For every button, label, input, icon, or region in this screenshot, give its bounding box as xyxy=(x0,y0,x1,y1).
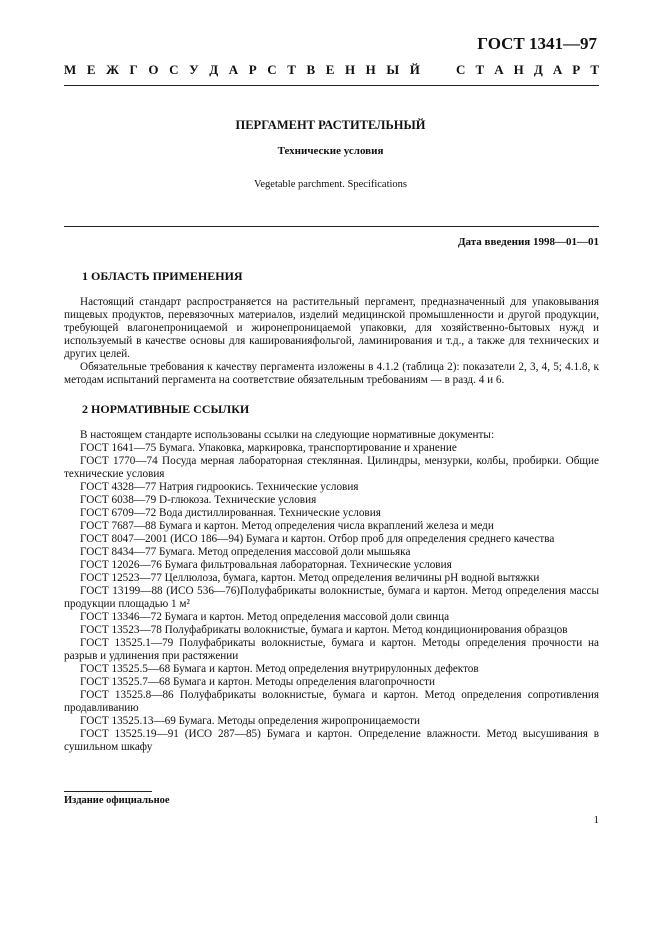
banner-word-interstate: М Е Ж Г О С У Д А Р С Т В Е Н Н Ы Й xyxy=(64,62,420,77)
document-code: ГОСТ 1341—97 xyxy=(477,34,597,53)
section-1-heading: 1 ОБЛАСТЬ ПРИМЕНЕНИЯ xyxy=(82,269,243,283)
banner-word-standard: С Т А Н Д А Р Т xyxy=(456,62,599,77)
standard-banner xyxy=(64,62,599,78)
section-1-paragraph: Настоящий стандарт распространяется на растительный пергамент, предназначенный для упаковывания пищевых продуктов, перевязочных материалов, изделий медицинской промышленности и другой продукции, требующей влагонепроницаемой и жиронепроницаемой упаковки, для хозяйственно-бытовых нужд и используемый в качестве основы для кашированияфольгой, ламинирования и т.д., а также для технических и других целей. xyxy=(64,296,599,360)
reference-item: ГОСТ 12523—77 Целлюлоза, бумага, картон. Метод определения величины pH водной вытяжки xyxy=(80,572,540,584)
section-1-paragraph: Обязательные требования к качеству пергамента изложены в 4.1.2 (таблица 2): показатели 2, 3, 4, 5; 4.1.8, к методам испытаний пергамента на соответствие обязательным требованиям — в разд. 4 и 6. xyxy=(64,361,599,386)
introduction-date: Дата введения 1998—01—01 xyxy=(457,236,599,248)
references-list xyxy=(64,442,599,754)
document-subtitle: Технические условия xyxy=(277,145,384,157)
english-title: Vegetable parchment. Specifications xyxy=(253,179,408,190)
reference-item: ГОСТ 13525.13—69 Бумага. Методы определения жиропроницаемости xyxy=(80,715,420,727)
reference-item: ГОСТ 1770—74 Посуда мерная лабораторная стеклянная. Цилиндры, мензурки, колбы, пробирки. Общие технические условия xyxy=(64,455,599,480)
reference-item: ГОСТ 12026—76 Бумага фильтровальная лабораторная. Технические условия xyxy=(80,559,452,571)
page-number: 1 xyxy=(593,814,599,826)
reference-item: ГОСТ 13525.7—68 Бумага и картон. Методы определения влагопрочности xyxy=(80,676,436,688)
reference-item: ГОСТ 4328—77 Натрия гидроокись. Технические условия xyxy=(80,481,359,493)
reference-item: ГОСТ 8434—77 Бумага. Метод определения массовой доли мышьяка xyxy=(80,546,411,558)
document-title: ПЕРГАМЕНТ РАСТИТЕЛЬНЫЙ xyxy=(235,118,426,132)
reference-item: ГОСТ 1641—75 Бумага. Упаковка, маркировка, транспортирование и хранение xyxy=(80,442,457,454)
reference-item: ГОСТ 13525.5—68 Бумага и картон. Метод определения внутрирулонных дефектов xyxy=(80,663,479,675)
footer-rule xyxy=(64,791,152,792)
reference-item: ГОСТ 13523—78 Полуфабрикаты волокнистые, бумага и картон. Метод кондиционирования образцов xyxy=(80,624,568,636)
edition-label: Издание официальное xyxy=(64,795,170,806)
middle-rule xyxy=(64,226,599,227)
top-rule xyxy=(64,85,599,86)
section-2-heading: 2 НОРМАТИВНЫЕ ССЫЛКИ xyxy=(82,402,250,416)
reference-item: ГОСТ 6038—79 D-глюкоза. Технические условия xyxy=(80,494,317,506)
reference-item: ГОСТ 13199—88 (ИСО 536—76)Полуфабрикаты волокнистые, бумага и картон. Метод определения массы продукции площадью 1 м² xyxy=(64,585,599,610)
section-2-intro: В настоящем стандарте использованы ссылки на следующие нормативные документы: xyxy=(80,429,495,441)
document-body xyxy=(64,266,599,754)
reference-item: ГОСТ 13525.1—79 Полуфабрикаты волокнистые, бумага и картон. Методы определения прочности на разрыв и удлинения при растяжении xyxy=(64,637,599,662)
reference-item: ГОСТ 13525.8—86 Полуфабрикаты волокнистые, бумага и картон. Метод определения сопротивления продавливанию xyxy=(64,689,599,714)
reference-item: ГОСТ 13525.19—91 (ИСО 287—85) Бумага и картон. Определение влажности. Метод высушивания в сушильном шкафу xyxy=(64,728,599,753)
reference-item: ГОСТ 6709—72 Вода дистиллированная. Технические условия xyxy=(80,507,381,519)
reference-item: ГОСТ 7687—88 Бумага и картон. Метод определения числа вкраплений железа и меди xyxy=(80,520,494,532)
reference-item: ГОСТ 13346—72 Бумага и картон. Метод определения массовой доли свинца xyxy=(80,611,450,623)
reference-item: ГОСТ 8047—2001 (ИСО 186—94) Бумага и картон. Отбор проб для определения среднего качества xyxy=(80,533,555,545)
